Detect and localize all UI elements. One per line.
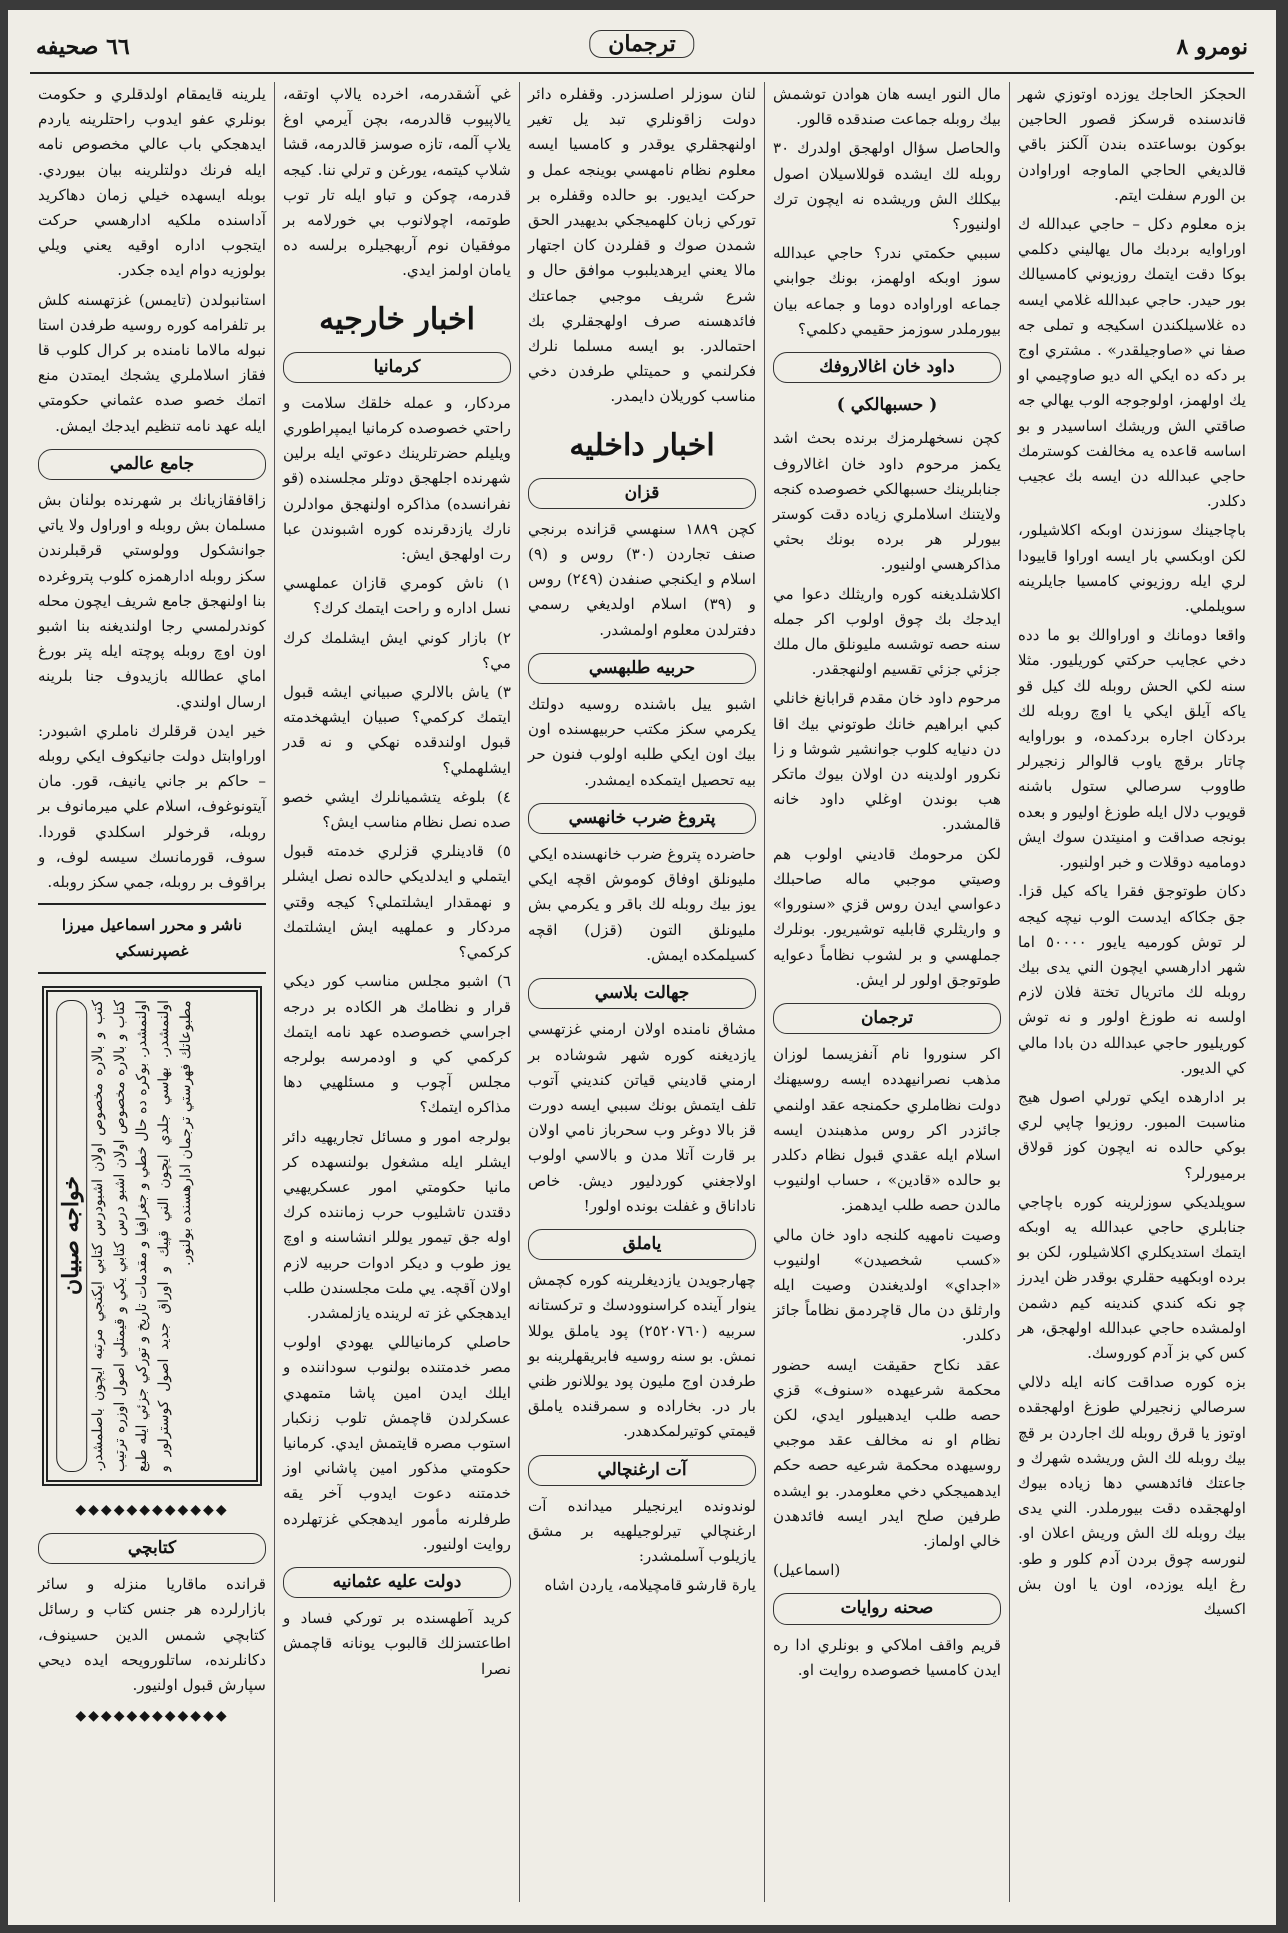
list-item: ٥) قادينلري قزلري خدمته قبول ايتملي و ايدلديكي حالده نصل ايشلر و نهمقدار ايشلتملي؟ كيجه وقتي مردكار و عملهيه ايش ايشلتمك كركمي؟ (283, 842, 511, 962)
masthead (30, 28, 1254, 74)
list-item: ٣) ياش بالالري صبياني ايشه قبول ايتمك كركمي؟ صبيان ايشهخدمته قبول اولندقده نهكي و نه قدر ايشلهملي؟ (283, 683, 511, 777)
paragraph: غي آشقدرمه، اخرده يالاپ اوتقه، يالاپيوب قالدرمه، بچن آيرمي اوغ يلاپ آلمه، تازه صوسز قالدرمه، قشا شلاپ كيتمه، يورغن و ترلي ننا. كيجه قدرمه، چوكن و تباو ايله تار توب طوتمه، اچولانوب بي خورلامه بر موفقيان نوم آربهجيلره برلسه ده يامان اولمز ايدي. (283, 85, 511, 280)
paragraph: بزه معلوم دكل – حاجي عبدالله ك اوراوايه بردبك مال يهاليني دكلمي بوكا دقت ايتمك روزيوني كامسيالك بور حيدر. حاجي عبدالله غلامي ايسه ده غلاسيلكندن اسكيجه و تملى جه صفا ني «صاوجيلقدر» . مشتري اوج بر دكه ده ايكي اله ديو صاوچيمي او يك اولهمز، اولوجوجه الوب يهالي جه صاقتي الش وريشك اساسيدر و بو اساسه قاعده يه مخالفت كوسترمك حاجي عبدالله دن ايسه بك عجيب دكلدر. (1018, 215, 1246, 511)
heading-text: كرمانيا (373, 356, 421, 377)
divider (38, 972, 266, 974)
section-heading (773, 1003, 1001, 1034)
paragraph: وصيت نامهيه كلنجه داود خان مالي «كسب شخصيدن» اولنيوب «اجداي» اولديغندن وصيت ايله وارثلق دن مال قاچردمق نظاماً جائز دكلدر. (773, 1225, 1001, 1345)
paragraph: لوندونده ايرنجيلر ميدانده آت ارغنچالي تيرلوجيلهيه بر مشق يازيلوب آسلمشدر: (528, 1496, 756, 1566)
paragraph: الحجكز الحاجك يوزده اوتوزي شهر قاندسنده قرسكز قصور الحاجين بوكون بوساعتده بندن آلكنز باقي قالديغي الحاجي الماوجه اوراوادن بن الورم سفلت ايتم. (1018, 85, 1246, 204)
paragraph: يارة قارشو قامچيلامه، ياردن اشاه (544, 1576, 756, 1595)
heading-text: پتروغ ضرب خانهسي (568, 807, 716, 828)
paragraph: سببي حكمتي ندر؟ حاجي عبدالله سوز اوبكه اولهمز، بونك جوابني جماعه اوراواده دوما و جماعه بيان بيورملدر سوزمز حقيمي دكلمي؟ (773, 244, 1001, 338)
domestic-news-heading: اخبار داخليه (569, 427, 715, 463)
paragraph: بولرجه امور و مسائل تجاريهيه دائر ايشلر ايله مشغول بولنسهده كر مانيا حكومتي امور عسكريهيي دقتدن تاشليوب حرب زماننده كرك اوله جق تيمور يوللر انشاسنه و اوچ يوز طوب و ديكر ادوات حربيه لازم اولان آقچه. يي ملت مجلسندن طلب ايدهجكي غز ته لرينده يازلمشدر. (283, 1127, 511, 1322)
column-2 (764, 82, 1009, 1902)
section-heading (773, 352, 1001, 383)
heading-text: دولت عليه عثمانيه (332, 1571, 462, 1592)
section-heading (528, 478, 756, 509)
paragraph: سويلديكي سوزلرينه كوره باچاجي جنابلري حاجي عبدالله يه اوبكه ايتمك استديكلري اكلاشيلور، لكن بو برده اوبكهيه حقلري بوقدر ظن ايدرز چو نكه كندي كندينه كيم دشمن اولمشده حاجي عبدالله اولهجق، هر كس كي بز آدم كوروسك. (1018, 1192, 1246, 1362)
paragraph: اكلاشلديغنه كوره واريثلك دعوا مي ايدجك بك چوق اولوب اكر جمله سنه حصه توشسه مليونلق مال ملك جزئي جزئي تقسيم اولنهجقدر. (773, 584, 1001, 679)
column-5 (30, 82, 274, 1902)
section-heading (528, 653, 756, 684)
list-item: ١) ناش كومري قازان عملهسي نسل اداره و راحت ايتمك كرك؟ (283, 574, 511, 618)
paragraph: باچاجينك سوزندن اوبكه اكلاشيلور، لكن اوبكسي بار ايسه اوراوا قاييودا لري ايله روزيوني كامسيا جايلرينه سويلملي. (1018, 521, 1246, 616)
paragraph: بر ادارهده ايكي تورلي اصول هيج مناسبت المبور. روزيوا چاپي لري بوكي حالده نه ايچون كوز قولاق برميورلر؟ (1018, 1087, 1246, 1182)
newspaper-title: ترجمان (589, 30, 694, 58)
paragraph: مردكار، و عمله خلقك سلامت و راحتي خصوصده كرمانيا ايمپراطوري ويليلم حضرتلرينك دعوتي ايله برلين شهرنده اجلهجق دوتلر مجلسنده (قو نفرانسده) مذاكره اولنهجق موادلرن نارك يازدقرنده كوره اشبوندن عبا رت اولهجق ايش: (283, 393, 511, 564)
paragraph: قريم واقف املاكي و بونلري ادا ره ايدن كامسيا خصوصده روايت او. (773, 1635, 1001, 1679)
section-subheading: ( حسبهالكي ) (836, 395, 938, 416)
heading-text: ياملق (622, 1233, 662, 1254)
paragraph: كچن نسخهلرمزك برنده بحث اشد يكمز مرحوم داود خان اغالاروف جنابلرينك حسبهالكي خصوصده كنجه ولايتنك اسلاملري زياده دقت كوستر بيورلر هر برده بونك بحثي مذاكرهسي اولنيور. (773, 429, 1001, 574)
section-heading (528, 978, 756, 1009)
paragraph: حاصلي كرمانياللي يهودي اولوب مصر خدمتنده بولنوب سوداننده و ايلك ايدن امين پاشا متمهدي عسكرلدن قاچمش تلوب زنكبار استوب مصره قايتمش ايدي. كرمانيا حكومتي مذكور امين پاشاني اوز خدمتنه دعوت ايدوب آخر يقه طرفلرنه مأمور ايدهجكي غزتهلرده روايت اولنيور. (283, 1333, 511, 1553)
column-1 (1009, 82, 1254, 1902)
paragraph: عقد نكاح حقيقت ايسه حضور محكمة شرعيهده «سنوف» قزي حصه طلب ايدهبيلور ايدي، لكن نظام او نه مخالف عقد موجبي روسيهده محكمة شرعيه حصه حكم ايدهميجكي دخي معلومدر. بو ايشده طرفين صلح ايدر ايسه فائدهدن خالي اولماز. (773, 1355, 1001, 1550)
foreign-news-heading: اخبار خارجيه (319, 301, 475, 337)
list-item: ٤) بلوغه يتشميانلرك ايشي خصو صده نصل نظام مناسب ايش؟ (283, 787, 511, 832)
column-3 (519, 82, 764, 1902)
paragraph: اشبو ييل باشنده روسيه دولتك يكرمي سكز مكتب حربيهسنده اون بيك اون ايكي طلبه اولوب فنون حر بيه تحصيل ايتمكده ايمشدر. (528, 695, 756, 789)
paragraph: قرانده ماقاريا منزله و سائر بازارلرده هر جنس كتاب و رسائل كتابچي شمس الدين حسينوف، دكانلرنده، ساتلورويحه ايده ديحي سپارش قبول اولنيور. (38, 1575, 266, 1694)
heading-text: قزان (624, 482, 660, 503)
paragraph: چهارجويدن يازديغلرينه كوره كچمش ينوار آينده كراسنوودسك و تركستانه سربيه (٢٥٢٠٧٦٠) پود ياملق يوللا نمش. بو سنه روسيه فابريقهلرينه بو طرفدن اوج مليون پود يوللانور ظني بار در. بخاراده و سمرقنده ياملق قيمتي كوتيرلمكدهدر. (528, 1271, 756, 1441)
paragraph: والحاصل سؤال اولهجق اولدرك ٣٠ روبله لك ايشده قوللاسيلان اصول بيكلك الش وريشده نه ايچون ترك اولنيور؟ (773, 139, 1001, 234)
paragraph: مال النور ايسه هان هوادن توشمش بيك روبله جماعت صندقده قالور. (773, 85, 1001, 129)
section-heading (528, 1455, 756, 1486)
heading-text: جهالت بلاسي (594, 983, 690, 1004)
section-heading (38, 1533, 266, 1564)
advertisement-title: خواجه صبيان (56, 1000, 87, 1472)
column-4 (274, 82, 519, 1902)
publisher-line: ناشر و محرر اسماعيل ميرزا غصپرنسكي (61, 916, 243, 960)
list-item: ٢) بازار كوني ايش ايشلمك كرك مي؟ (283, 628, 511, 672)
paragraph: لكن مرحومك قاديني اولوب هم وصيتي موجبي ماله صاحبلك دعواسي ايدن روس قزي «سنوروا» و واريثلري قابليه توشيريور. بونلرك جملهسي و بر لشوب نظاماً دعوايه طوتوجق اولور لر ايش. (773, 844, 1001, 989)
heading-text: جامع عالمي (109, 453, 195, 474)
paragraph: يلرينه قايمقام اولدقلري و حكومت بونلري عفو ايدوب راحتلرينه ياردم ايدهجكي باب عالي مخصوص نامه ايله فرنك دولتلرينه بيان بيوردي. بوبله ايسهده خيلي زمان دهاكريد آداسنده ملكيه ادارهسي حركت ايتجوب اداره اوقيه يعني ويلي بولوزيه دوام ايده جكدر. (38, 85, 266, 280)
paragraph: استانبولدن (تايمس) غزتهسنه كلش بر تلفرامه كوره روسيه طرفدن استا نبوله مالاما نامنده بر كرال كلوب قا فقاز اسلاملري يشجك ايمتدن منع اتمك خصو صده عثماني حكومتي ايله عهد نامه تنظيم ايدجك ايمش. (38, 290, 266, 435)
page-number: ٦٦ صحيفه (36, 34, 130, 60)
heading-text: صحنه روايات (840, 1598, 934, 1619)
paragraph: كريد آطهسنده بر توركي فساد و اطاعتسزلك قالبوب يونانه قاچمش نصرا (283, 1609, 511, 1678)
ornament-diamonds: ◆◆◆◆◆◆◆◆◆◆◆◆ (75, 1708, 229, 1725)
heading-text: حربيه طلبهسي (588, 657, 696, 678)
paragraph: اكر سنوروا نام آنفزيسما لوزان مذهب نصرانيهدده ايسه روسيهنك دولت نظاملري حكمنجه عقد اولنمي جائزدر اكر روس مذهبندن ايسه اسلام ايله عقدي قبول نظام دكلدر بو حالده «قادين» ، حساب اولنيوب مالدن حصه طلب ايدهمز. (773, 1045, 1001, 1215)
paragraph: زاقافقازيانك بر شهرنده بولنان بش مسلمان بش روبله و اوراول ولا ياتي جوانشكول وولوستي قرقبلرندن سكز روبله ادارهمزه كلوب پتروغرده بنا اولنهجق جامع شريف ايچون محله كوندرلمسي رجا اولنديغنه بنا اشبو اون اوچ روبله پوچته ايله پتر بورغ اماي عطالله بازيدوف جنا بلرينه ارسال اولندي. (38, 491, 266, 711)
paragraph: دكان طوتوجق فقرا ياكه كيل قزا. جق جكاكه ايدست الوب نيچه كيجه لر توش كورميه يايور ٥٠٠٠٠ اما شهر ادارهسي ايچون الني يدى بيك روبله لك ماتريال تختة فلان لازم اولسه نه طوزغ اولور و نه توش كوريليور حاجي عبدالله دن بادا مالي كي الديور. (1018, 882, 1246, 1077)
paragraph: مشاق نامنده اولان ارمني غزتهسي يازديغنه كوره شهر شوشاده بر ارمني قاديني قياتن كنديني آتوب تلف ايتمش بونك سببي ايسه دورت قز بالا دوغر وب سحرباز نامي اولان بر قارت آتلا مدن و بالاسي اولوب اولاجغني كوردليور ديش. خاص ناداناق و غفلت بونده اولور! (528, 1020, 756, 1215)
divider (38, 903, 266, 905)
advertisement-text: كتب و بالاره مخصوص اولان اشبودرس كتابي ايكنجي مرتبه ايچون باصلمشدر. كتاب و بالاره مخصوص اولان اشبو درس كتابي يكي و قيمتلي اصول اوزره ترتيب اولنمشدر. بوكره ده حال خطي و جغرافيا و مقدمات تاريخ و توركي جزئي ايله طبع اولنمشدر. بهاسي جلدي ايچون الني قپيك و اوراق جديد اصول كوسترلور و مطبوعاتك فهرستي ترجمان ادارهسنده بولنور. (90, 999, 195, 1472)
issue-number: نومرو ٨ (1176, 34, 1248, 60)
ornament-diamonds: ◆◆◆◆◆◆◆◆◆◆◆◆ (75, 1501, 229, 1518)
heading-text: داود خان اغالاروفك (819, 357, 955, 378)
paragraph: لنان سوزلر اصلسزدر. وقفلره دائر دولت زاقونلري تبد يل تغير اولنهجقلري يوقدر و كامسيا ايسه معلوم نظام نامهسي بوينجه عمل و حركت ايديور. بو حالده وقفلره بر توركي زبان كلهميجكي بديهيدر الحق شمدن صوك و قفلردن كان اجتهار مالا يعني ايرهديلبوب موافق حال و شرع شريف موجبي جماعتك فائدهسنه صرف اولهجقلري بك احتمالدر. بو ايسه مسلما نلرك فكرلنمي و حميتلي طرفدن دخي مناسب كوريلان دايمدر. (528, 85, 756, 406)
heading-text: ترجمان (860, 1007, 914, 1028)
list-item: ٦) اشبو مجلس مناسب كور ديكي قرار و نظامك هر الكاده بر درجه اجراسي خصوصده عهد نامه ايتمك كركمي كي و اودمرسه بولرجه مجلس آچوب و مسئلهيي دها مذاكره ايتمك؟ (283, 972, 511, 1117)
section-heading (528, 1229, 756, 1260)
section-heading (38, 449, 266, 480)
paragraph: حاضرده پتروغ ضرب خانهسنده ايكي مليونلق اوفاق كوموش اقچه ايكي يوز بيك روبله لك باقر و يكرمي بش مليونلق التون (قزل) اقچه كسيلمكده ايمش. (528, 845, 756, 964)
heading-text: كتابچي (127, 1537, 177, 1558)
signature: (اسماعيل) (773, 1561, 841, 1580)
paragraph: خير ايدن قرقلرك ناملري اشبودر: اوراوابتل دولت جانيكوف ايكي روبله – حاكم بر جاني يانيف، قور. مان آيتونوغوف، اسلام علي ميرمانوف بر روبله، قرخولر اسكلدي قوردا. سوف، قورمانسك سيسه لوف، و براقوف بر روبله، جمي سكز روبله. (38, 721, 266, 892)
section-heading (528, 803, 756, 834)
section-heading (283, 352, 511, 383)
section-heading (773, 1593, 1001, 1624)
section-heading (283, 1567, 511, 1598)
paragraph: مرحوم داود خان مقدم قرابانغ خانلي كبي ابراهيم خانك طوتوني بيك اقا دن دنيايه كلوب جوانشير شوشا و زا نكرور اولدينه دن اولان بيوك ماتكر هب بوندن اوغلي داود خانه قالمشدر. (773, 689, 1001, 834)
paragraph: كچن ١٨٨٩ سنهسي قزانده برنجي صنف تجاردن (٣٠) روس و (٩) اسلام و ايكنجي صنفدن (٢٤٩) روس و (٣٩) اسلام اولديغي رسمي دفترلدن معلوم اولمشدر. (528, 519, 756, 639)
advertisement-box (42, 986, 262, 1486)
heading-text: آت ارغنچالي (597, 1459, 687, 1480)
paragraph: واقعا دومانك و اوراوالك بو ما دده دخي عجايب حركتي كوريليور. مثلا سنه لكي الحش روبله لك كيل قو ياكه آيلق ايكي يا اوچ روبله لك بردكان اجاره بردكمده، و بوراوايه چاتار برقچ ياوب قالوالر زنجيرلر طاووب سرصالي ستول باشنه قويوب دلال ايله طوزغ اوليور و بعده بونجه صداقت و امنيتدن سوك ايش دوماميه دوقلات و خبر اولنيور. (1018, 626, 1246, 872)
paragraph: بزه كوره صداقت كانه ايله دلالي سرصالي زنجيرلي طوزغ اولهجقده اوتوز يا قرق روبله لك اجاردن بر قچ بيك روبله لك الش وريشده شهرك و جاعتك فائدهسي دها زياده بيوك اولهجقده دقت بيورملدر. الني يدى بيك روبله لك الش وريش اعلان او. لنورسه چوق بردن آدم كلور و طو. رغ ايله يوزده، اون يا اون بش اكسيك (1018, 1373, 1246, 1618)
columns (30, 82, 1254, 1902)
newspaper-page (8, 10, 1276, 1925)
